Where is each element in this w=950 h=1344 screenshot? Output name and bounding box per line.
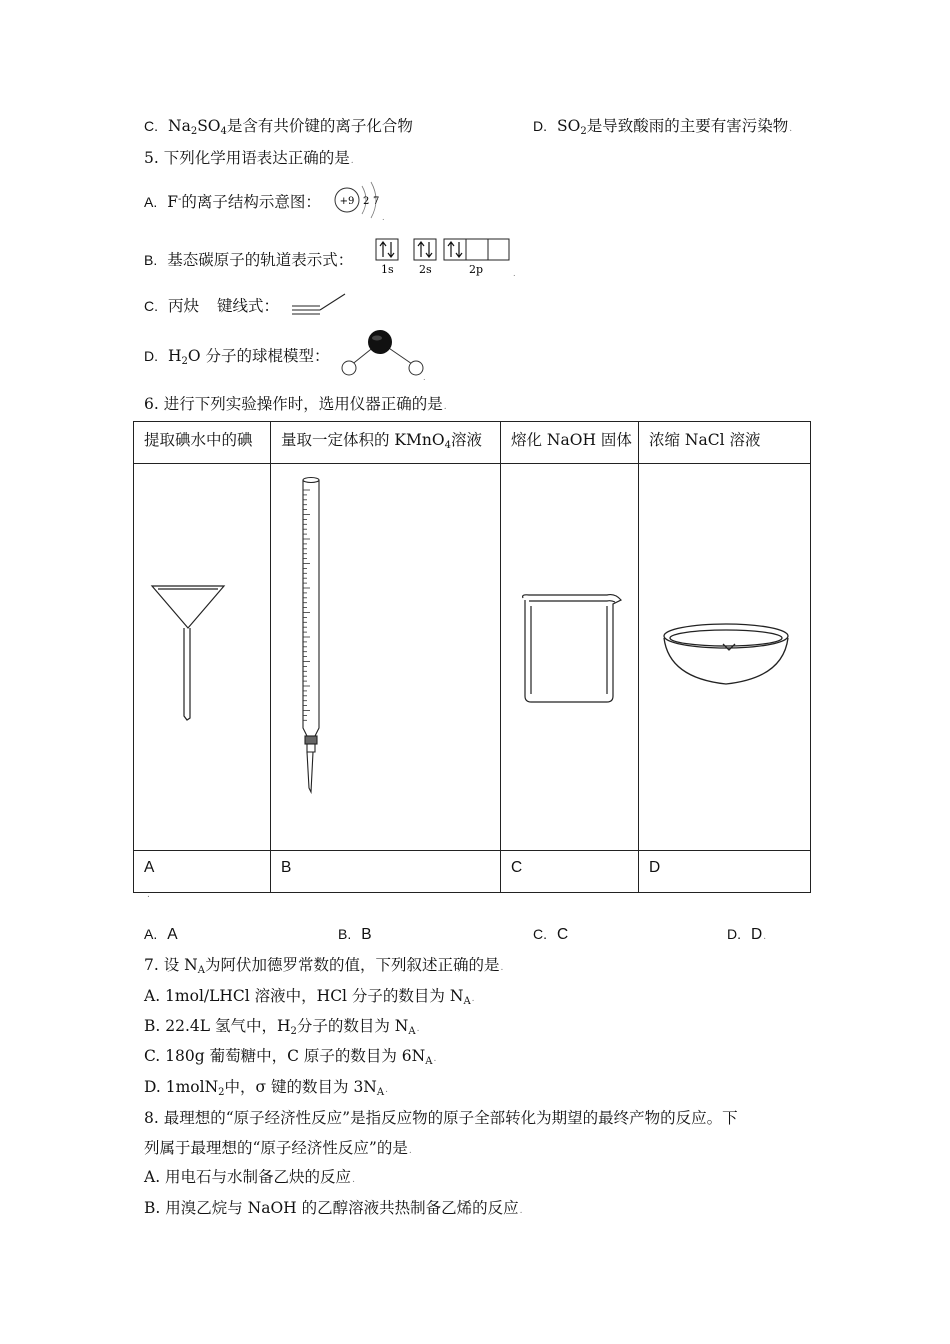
funnel-icon: [148, 582, 228, 726]
svg-text:2p: 2p: [469, 263, 484, 276]
cell-burette: [271, 464, 501, 851]
svg-text:.: .: [513, 269, 516, 278]
skeletal-formula: [290, 292, 350, 318]
q6-choice-a: A. A: [144, 926, 178, 943]
q5-option-b: B. 基态碳原子的轨道表示式：: [144, 251, 354, 269]
ball-stick-model: [335, 326, 431, 382]
svg-text:.: .: [423, 373, 426, 382]
label-b: B: [271, 850, 501, 892]
q6-choice-b: B. B: [338, 926, 372, 943]
svg-text:1s: 1s: [381, 263, 394, 276]
q5-stem: 5. 下列化学用语表达正确的是.: [144, 149, 354, 167]
svg-text:2: 2: [363, 196, 370, 207]
svg-text:.: .: [382, 213, 385, 222]
q7-option-d: D. 1molN$_2$中，σ 键的数目为 $3N_A$.: [144, 1078, 388, 1098]
q7-option-a: A. 1mol/LHCl 溶液中，HCl 分子的数目为 $N_A$.: [144, 987, 475, 1007]
header-concentrate-nacl: 浓缩 NaCl 溶液: [639, 422, 811, 464]
q7-option-c: C. 180g 葡萄糖中，C 原子的数目为 $6N_A$.: [144, 1047, 437, 1067]
cell-evaporating-dish: [639, 464, 811, 851]
q4-option-d: D. $SO_2$是导致酸雨的主要有害污染物.: [533, 117, 793, 137]
header-extract-iodine: 提取碘水中的碘: [134, 422, 271, 464]
q6-choice-c: C. C: [533, 926, 569, 943]
cell-beaker: [501, 464, 639, 851]
q5-option-a: A. F-的离子结构示意图：: [144, 193, 321, 211]
q6-instrument-table: [133, 421, 811, 893]
q6-choice-d: D. D.: [727, 926, 767, 943]
q7-option-b: B. 22.4L 氢气中，$H_2$分子的数目为 $N_A$.: [144, 1017, 420, 1037]
burette-icon: [297, 476, 327, 798]
evaporating-dish-icon: [661, 620, 791, 690]
q4-option-c: C. $Na_2SO_4$是含有共价键的离子化合物: [144, 117, 413, 137]
q8-stem-line2: 列属于最理想的“原子经济性反应”的是.: [144, 1139, 412, 1157]
label-c: C: [501, 850, 639, 892]
orbital-diagram: [372, 236, 520, 278]
cell-funnel: [134, 464, 271, 851]
q8-option-b: B. 用溴乙烷与 NaOH 的乙醇溶液共热制备乙烯的反应.: [144, 1199, 523, 1217]
svg-text:2s: 2s: [419, 263, 432, 276]
svg-text:+9: +9: [339, 196, 355, 207]
q7-stem: 7. 设 $N_A$为阿伏加德罗常数的值，下列叙述正确的是.: [144, 956, 504, 976]
ion-structure-diagram: [330, 178, 392, 222]
q5-option-d: D. $H_2O$ 分子的球棍模型：: [144, 347, 330, 367]
header-melt-naoh: 熔化 NaOH 固体: [501, 422, 639, 464]
q6-stem: 6. 进行下列实验操作时，选用仪器正确的是.: [144, 395, 447, 413]
header-measure-kmno4: 量取一定体积的 KMnO$_4$溶液: [271, 422, 501, 464]
beaker-icon: [519, 592, 629, 704]
q8-stem-line1: 8. 最理想的“原子经济性反应”是指反应物的原子全部转化为期望的最终产物的反应。下: [144, 1109, 738, 1127]
label-d: D: [639, 850, 811, 892]
q8-option-a: A. 用电石与水制备乙炔的反应.: [144, 1168, 355, 1186]
q5-option-c: C. 丙炔 键线式：: [144, 297, 280, 315]
svg-text:7: 7: [373, 196, 380, 207]
label-a: A: [134, 850, 271, 892]
